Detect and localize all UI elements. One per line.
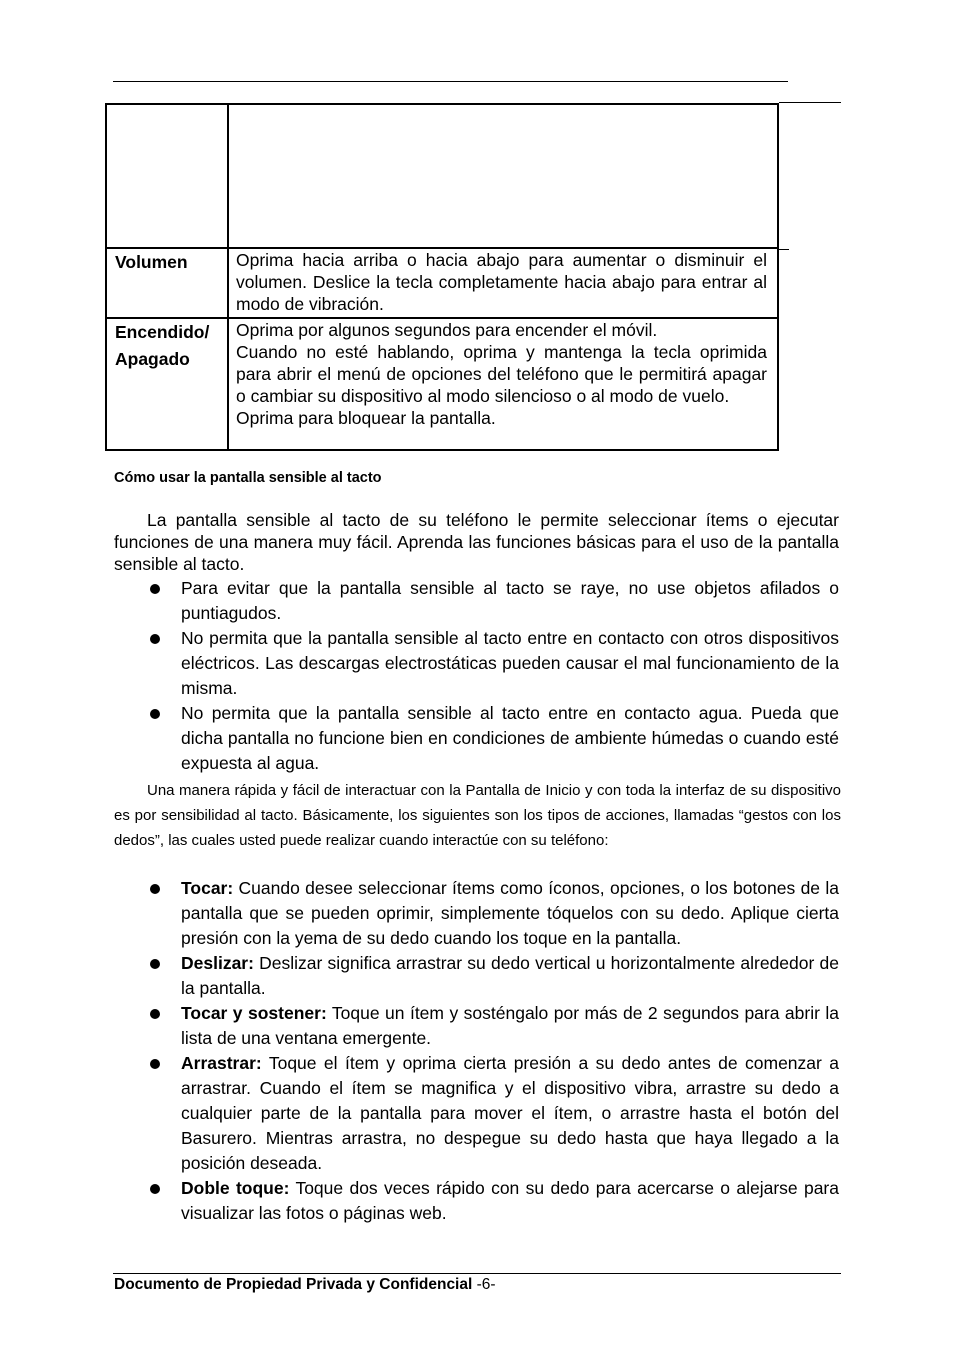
table-row — [106, 318, 778, 450]
key-description: Oprima hacia arriba o hacia abajo para aumentar o disminuir el volumen. Deslice la tecla completamente hacia abajo para entrar al modo de vibración. — [228, 248, 778, 318]
gesture-term: Tocar y sostener: — [181, 1003, 327, 1023]
header-rule — [113, 81, 788, 82]
key-description — [228, 318, 778, 450]
bullet-icon — [150, 1009, 160, 1019]
key-name-line: Apagado — [115, 349, 190, 369]
list-item — [114, 1176, 839, 1226]
gesture-term: Doble toque: — [181, 1178, 290, 1198]
bullet-icon — [150, 884, 160, 894]
list-item: No permita que la pantalla sensible al tacto entre en contacto con otros dispositivos eléctricos. Las descargas electrostáticas pueden causar el mal funcionamiento de la misma. — [114, 626, 839, 701]
key-name: Volumen — [106, 248, 228, 318]
bullet-icon — [150, 959, 160, 969]
bullet-icon — [150, 1184, 160, 1194]
list-item — [114, 876, 839, 951]
list-item: Para evitar que la pantalla sensible al tacto se raye, no use objetos afilados o puntiagudos. — [114, 576, 839, 626]
keys-table — [105, 103, 779, 451]
gesture-description: Toque un ítem y sosténgalo por más de 2 segundos para abrir la lista de una ventana emergente. — [181, 1003, 840, 1048]
description-line: Oprima para bloquear la pantalla. — [236, 408, 496, 428]
gesture-term: Deslizar: — [181, 953, 254, 973]
gesture-term: Arrastrar: — [181, 1053, 262, 1073]
list-item — [114, 1051, 839, 1176]
gestures-intro: Una manera rápida y fácil de interactuar con la Pantalla de Inicio y con toda la interfaz de su dispositivo es por sensibilidad al tacto. Básicamente, los siguientes son los tipos de acciones, llamadas “gestos con los dedos”, las cuales usted puede realizar cuando interactúe con su teléfono: — [114, 782, 841, 849]
list-item — [114, 951, 839, 1001]
table-row — [106, 104, 778, 248]
table-side-rule — [779, 249, 789, 250]
table-row — [106, 248, 778, 318]
description-line: Oprima por algunos segundos para encender el móvil. — [236, 320, 658, 340]
gesture-description: Toque el ítem y oprima cierta presión a su dedo antes de comenzar a arrastrar. Cuando el ítem se magnifica y el dispositivo vibra, arrastre su dedo a cualquier parte de la pantalla para mover el ítem, o arrastre hasta el botón del Basurero. Mientras arrastra, no despegue su dedo hasta que haya llegado a la posición deseada. — [181, 1053, 839, 1173]
gestures-list — [114, 876, 839, 1226]
bullet-icon — [150, 634, 160, 644]
section-title: Cómo usar la pantalla sensible al tacto — [114, 470, 382, 486]
bullet-icon — [150, 709, 160, 719]
description-line: Cuando no esté hablando, oprima y mantenga la tecla oprimida para abrir el menú de opciones del teléfono que le permitirá apagar o cambiar su dispositivo al modo silencioso o al modo de vuelo. — [236, 342, 767, 406]
gesture-description: Toque dos veces rápido con su dedo para acercarse o alejarse para visualizar las fotos o páginas web. — [181, 1178, 839, 1223]
cautions-list — [114, 576, 839, 776]
intro-paragraph: La pantalla sensible al tacto de su teléfono le permite seleccionar ítems o ejecutar funciones de una manera muy fácil. Aprenda las funciones básicas para el uso de la pantalla sensible al tacto. — [114, 510, 839, 574]
bullet-icon — [150, 584, 160, 594]
footer-label: Documento de Propiedad Privada y Confidencial — [114, 1276, 473, 1293]
footer-rule — [113, 1273, 841, 1274]
table-cell — [106, 104, 228, 248]
key-name-line: Encendido/ — [115, 322, 210, 342]
gesture-description: Deslizar significa arrastrar su dedo vertical u horizontalmente alrededor de la pantalla. — [181, 953, 839, 998]
list-item: No permita que la pantalla sensible al tacto entre en contacto agua. Pueda que dicha pantalla no funcione bien en condiciones de ambiente húmedas o cuando esté expuesta al agua. — [114, 701, 839, 776]
table-cell — [228, 104, 778, 248]
list-item — [114, 1001, 839, 1051]
page-number: -6- — [476, 1276, 496, 1293]
gesture-term: Tocar: — [181, 878, 234, 898]
gesture-description: Cuando desee seleccionar ítems como íconos, opciones, o los botones de la pantalla que se pueden oprimir, simplemente tóquelos con su dedo. Aplique cierta presión con la yema de su dedo cuando los toque en la pantalla. — [181, 878, 839, 948]
page-footer — [114, 1276, 496, 1294]
table-top-extension-rule — [779, 102, 841, 103]
bullet-icon — [150, 1059, 160, 1069]
key-name — [106, 318, 228, 450]
